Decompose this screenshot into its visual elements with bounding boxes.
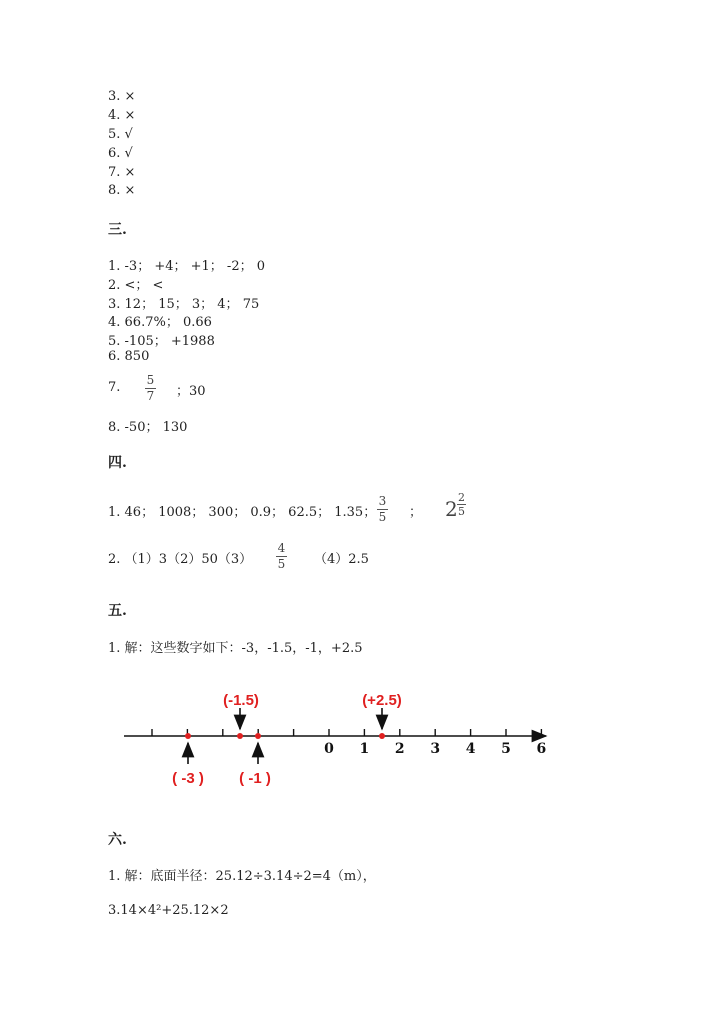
- answer-line: 8. -50； 130: [108, 420, 188, 435]
- tick-label: 3: [430, 741, 441, 757]
- answer-line-suffix: ；30: [176, 384, 206, 399]
- number-line-ticks: [152, 729, 546, 757]
- answer-line: 1. 46； 1008； 300； 0.9； 62.5； 1.35；: [108, 505, 377, 520]
- fraction-numerator: 3: [378, 494, 387, 508]
- answer-line: 3. ×: [108, 89, 136, 104]
- mixed-whole: 2: [445, 497, 458, 521]
- point-label: (-1.5): [223, 692, 259, 709]
- fraction-numerator: 2: [458, 491, 465, 504]
- answer-line: 7. ×: [108, 165, 136, 180]
- tick-label: 1: [359, 741, 370, 757]
- answer-line: 3. 12； 15； 3； 4； 75: [108, 297, 260, 312]
- answer-line: 1. 解：底面半径：25.12÷3.14÷2=4（m），: [108, 869, 376, 884]
- section-heading: 三.: [108, 222, 127, 238]
- fraction-denominator: 7: [146, 389, 155, 403]
- point-label: ( -3 ): [172, 770, 204, 787]
- answer-line: 1. -3； +4； +1； -2； 0: [108, 259, 265, 274]
- point-label: (+2.5): [362, 692, 402, 709]
- fraction-denominator: 5: [378, 510, 387, 524]
- answer-line: 3.14×4²+25.12×2: [108, 903, 229, 918]
- tick-label: 4: [465, 741, 476, 757]
- fraction-denominator: 5: [277, 557, 286, 571]
- answer-line: 2. （1）3（2）50（3）: [108, 552, 253, 567]
- answer-line: 1. 解：这些数字如下：-3，-1.5，-1，+2.5: [108, 641, 363, 656]
- point-marker: [255, 733, 261, 739]
- answer-line: 5. -105； +1988: [108, 334, 215, 349]
- section-heading: 四.: [108, 455, 127, 471]
- tick-label: 2: [394, 741, 405, 757]
- answer-line-suffix: （4）2.5: [314, 552, 369, 567]
- answer-line: 8. ×: [108, 183, 136, 198]
- section-heading: 六.: [108, 832, 127, 848]
- tick-label: 5: [501, 741, 511, 757]
- answer-line-prefix: 7.: [108, 380, 121, 395]
- section-heading: 五.: [108, 603, 127, 619]
- point-label: ( -1 ): [239, 770, 271, 787]
- fraction-denominator: 5: [458, 505, 465, 518]
- answer-line: 4. 66.7%； 0.66: [108, 315, 212, 330]
- tick-label: 6: [536, 741, 547, 757]
- answer-line: 4. ×: [108, 108, 136, 123]
- answer-line: 5. √: [108, 127, 133, 142]
- fraction-numerator: 5: [146, 373, 155, 387]
- separator: ；: [409, 505, 423, 520]
- answer-line: 6. √: [108, 146, 133, 161]
- point-marker: [379, 733, 385, 739]
- answer-line: 6. 850: [108, 349, 150, 364]
- point-marker: [237, 733, 243, 739]
- tick-label: 0: [324, 741, 334, 757]
- point-marker: [185, 733, 191, 739]
- answer-line: 2. <； <: [108, 278, 164, 293]
- fraction-numerator: 4: [277, 541, 286, 555]
